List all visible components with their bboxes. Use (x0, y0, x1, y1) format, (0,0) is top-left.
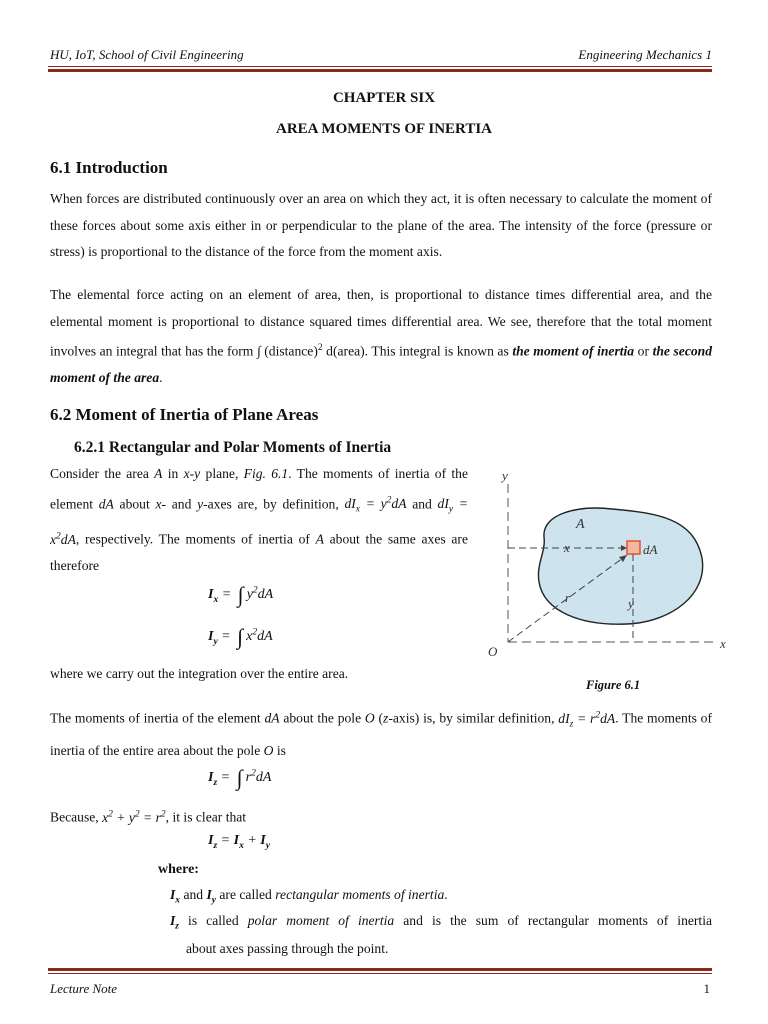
term-rectangular-moments: rectangular moments of inertia (275, 887, 445, 902)
equation-Ix: $I_x$ = ∫ $y^2dA$ (208, 582, 274, 607)
symbol-z: z (383, 710, 389, 726)
polar-paragraph (50, 702, 712, 764)
text: about the pole (279, 710, 365, 726)
para2-or: or (634, 343, 653, 359)
equation-Iz-sum: $I_z = I_x + I_y$ (208, 833, 270, 851)
definition-paragraph (50, 461, 468, 580)
text: Because, (50, 809, 103, 825)
text: in (162, 466, 184, 481)
figure-6-1 (482, 462, 730, 672)
symbol-O: O (263, 742, 274, 758)
label-y-axis: y (502, 468, 508, 483)
para2-text: The elemental force acting on an element of area, then, is proportional to distance times differential area, and the elemental moment is proportional to distance squared times differential area. We see, therefore that the total moment involves an integral that has the form ∫ (distance) (50, 287, 712, 359)
footer-left: Lecture Note (50, 981, 118, 996)
intro-paragraph-2 (50, 282, 712, 392)
header-right: Engineering Mechanics 1 (578, 47, 712, 62)
text: are called (216, 887, 276, 902)
text: axes are, by definition, (207, 496, 345, 512)
label-radius: r (565, 590, 571, 605)
label-area: A (576, 517, 585, 532)
text: The moments of inertia of the element (50, 710, 265, 726)
because-line (50, 801, 450, 831)
para2-exponent: 2 (317, 343, 323, 353)
term-moment-of-inertia: the moment of inertia (512, 343, 635, 359)
chapter-number: CHAPTER SIX (332, 90, 436, 106)
text: is (273, 742, 286, 758)
definition-polar-line2: about axes passing through the point. (186, 941, 389, 956)
integration-note: where we carry out the integration over the entire area. (50, 666, 349, 681)
symbol-A: A (315, 531, 324, 547)
footer-rule-thick (48, 968, 712, 971)
para2-end: . (159, 370, 163, 386)
symbol-x: x- (155, 496, 167, 512)
term-second-moment: the second moment of the area (50, 343, 713, 386)
text: . The moments of inertia of the element (50, 466, 469, 512)
section-heading-6-1: 6.1 Introduction (50, 158, 168, 177)
page-number: 1 (703, 981, 710, 996)
header-left: HU, IoT, School of Civil Engineering (50, 47, 244, 62)
text: . (444, 887, 448, 902)
text: -axis) is, by similar definition, (388, 710, 559, 726)
intro-paragraph-1: When forces are distributed continuously over an area on which they act, it is often necessary to calculate the moment of these forces about some axis either in or perpendicular to the plane of the area. The intensity of the force (pressure or stress) is proportional to the distance of the force from the moment axis. (50, 191, 712, 259)
label-origin: O (488, 644, 498, 659)
symbol-xy: x-y (183, 466, 201, 481)
area-region (538, 508, 702, 624)
text: and (406, 496, 438, 512)
text: , it is clear that (165, 809, 247, 825)
text: is called (179, 913, 248, 928)
symbol-dA: dA (98, 496, 114, 512)
figure-reference: Fig. 6.1 (243, 466, 289, 481)
formula-dIz: $dI_z = r^2dA$ (558, 710, 616, 730)
text: and is the sum of rectangular moments of inertia (394, 913, 713, 928)
definition-rectangular: $I_x$ and $I_y$ are called rectangular moments of inertia. (170, 887, 448, 906)
definition-polar: $I_z$ is called polar moment of inertia and is the sum of rectangular moments of inertia (170, 913, 713, 932)
label-x-distance: x (564, 540, 570, 555)
symbol-y: y- (197, 496, 208, 512)
label-y-distance: y (628, 596, 634, 611)
formula-dIx: $dI_x = y^2dA$ (344, 495, 407, 515)
chapter-title: AREA MOMENTS OF INERTIA (275, 121, 493, 137)
figure-caption: Figure 6.1 (586, 678, 641, 692)
text: and (166, 496, 198, 512)
text: , respectively. The moments of inertia of (75, 531, 316, 547)
text: . The moments of inertia of the entire area about the pole (50, 710, 712, 758)
section-heading-6-2: 6.2 Moment of Inertia of Plane Areas (50, 405, 319, 424)
header-rule-thick (48, 69, 712, 72)
symbol-O: O (364, 710, 375, 726)
text: about the same axes are therefore (50, 531, 468, 574)
text: about (113, 496, 156, 512)
label-x-axis: x (720, 636, 726, 651)
formula-pythagoras: $x^2 + y^2 = r^2$ (102, 809, 166, 825)
symbol-dA: dA (264, 710, 280, 726)
equation-Iy: $I_y$ = ∫ $x^2dA$ (208, 624, 273, 649)
text: and (180, 887, 207, 902)
text: ( (374, 710, 384, 726)
equation-Iz: $I_z$ = ∫ $r^2dA$ (208, 765, 272, 790)
footer-rule-thin (48, 973, 712, 974)
subsection-heading-6-2-1: 6.2.1 Rectangular and Polar Moments of Inertia (74, 439, 392, 456)
text: plane, (200, 466, 244, 481)
symbol-A: A (154, 466, 163, 481)
element-dA (627, 541, 640, 554)
where-label: where: (158, 862, 199, 877)
header-rule-thin (48, 66, 712, 67)
label-dA: dA (643, 542, 658, 557)
text: Consider the area (50, 466, 155, 481)
formula-dIy: $dI_y = x^2dA$ (50, 496, 468, 547)
term-polar-moment: polar moment of inertia (247, 913, 395, 928)
para2-text-2: d(area). This integral is known as (322, 343, 513, 359)
